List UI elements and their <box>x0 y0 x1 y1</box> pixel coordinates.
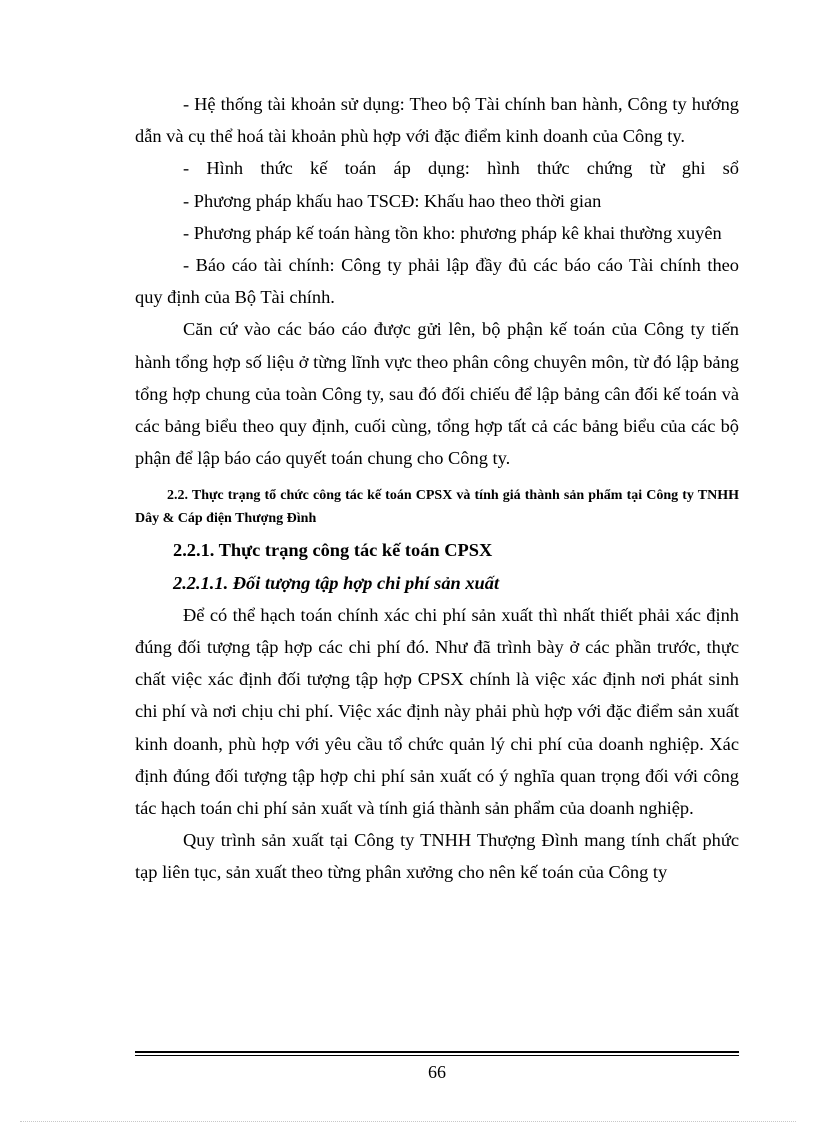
page-body <box>135 88 739 889</box>
subsection-heading: 2.2.1. Thực trạng công tác kế toán CPSX <box>173 540 493 561</box>
paragraph-financial-report: - Báo cáo tài chính: Công ty phải lập đầy đủ các báo cáo Tài chính theo quy định của Bộ Tài chính. <box>135 255 739 308</box>
paragraph-depreciation: - Phương pháp khấu hao TSCĐ: Khấu hao theo thời gian <box>183 190 602 211</box>
subsubsection-heading: 2.2.1.1. Đối tượng tập hợp chi phí sản xuất <box>173 572 500 593</box>
paragraph-consolidation: Căn cứ vào các báo cáo được gửi lên, bộ phận kế toán của Công ty tiến hành tổng hợp số liệu ở từng lĩnh vực theo phân công chuyên môn, từ đó lập bảng tổng hợp chung của toàn Công ty, sau đó đối chiếu để lập bảng cân đối kế toán và các bảng biểu theo quy định, cuối cùng, tổng hợp tất cả các bảng biểu của các bộ phận để lập báo cáo quyết toán chung cho Công ty. <box>135 319 739 469</box>
footer-divider <box>135 1051 739 1057</box>
paragraph-production-process: Quy trình sản xuất tại Công ty TNHH Thượng Đình mang tính chất phức tạp liên tục, sản xuất theo từng phân xưởng cho nên kế toán của Công ty <box>135 830 739 883</box>
page-bottom-border <box>20 1121 796 1122</box>
paragraph-inventory-method: - Phương pháp kế toán hàng tồn kho: phương pháp kê khai thường xuyên <box>183 222 722 243</box>
section-heading: 2.2. Thực trạng tổ chức công tác kế toán CPSX và tính giá thành sản phẩm tại Công ty TNHH Dây & Cáp điện Thượng Đình <box>135 488 739 527</box>
paragraph-cost-object: Để có thể hạch toán chính xác chi phí sản xuất thì nhất thiết phải xác định đúng đối tượng tập hợp các chi phí đó. Như đã trình bày ở các phần trước, thực chất việc xác định đối tượng tập hợp CPSX chính là việc xác định nơi phát sinh chi phí và nơi chịu chi phí. Việc xác định này phải phù hợp với đặc điểm sản xuất kinh doanh, phù hợp với yêu cầu tổ chức quản lý chi phí của doanh nghiệp. Xác định đúng đối tượng tập hợp chi phí sản xuất có ý nghĩa quan trọng đối với công tác hạch toán chi phí sản xuất và tính giá thành sản phẩm của doanh nghiệp. <box>135 604 739 819</box>
paragraph-accounting-form: - Hình thức kế toán áp dụng: hình thức chứng từ ghi sổ <box>183 158 739 179</box>
paragraph-account-system: - Hệ thống tài khoản sử dụng: Theo bộ Tài chính ban hành, Công ty hướng dẫn và cụ thể hoá tài khoản phù hợp với đặc điểm kinh doanh của Công ty. <box>135 94 739 147</box>
page-number: 66 <box>428 1062 446 1082</box>
